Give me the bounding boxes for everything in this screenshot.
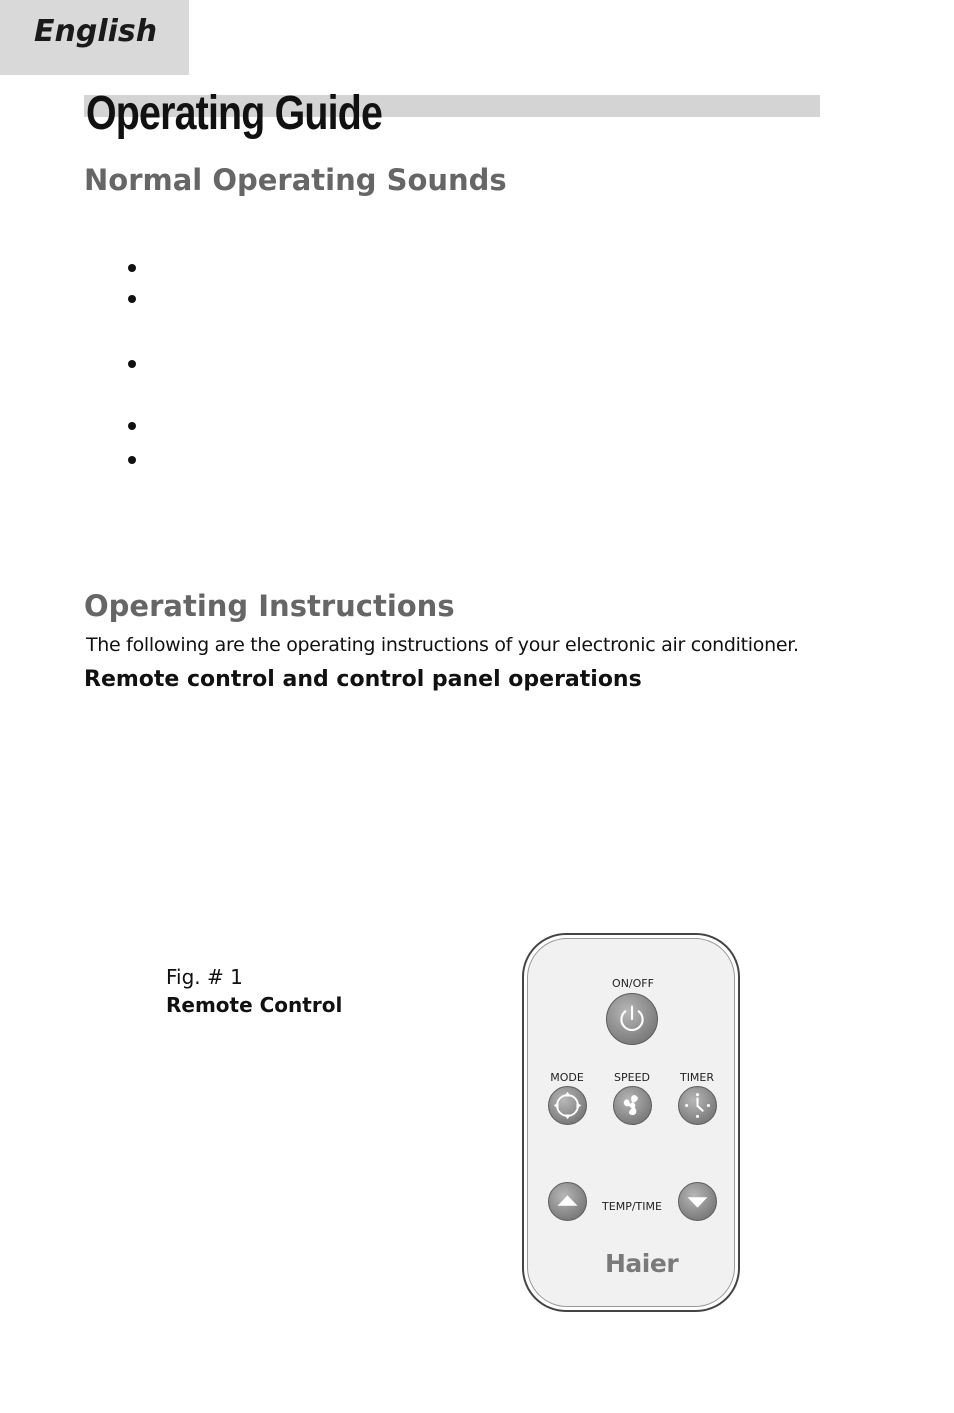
fan-icon: [614, 1087, 651, 1124]
bullet-dot: [128, 456, 136, 464]
triangle-down-icon: [679, 1183, 716, 1220]
bullet-dot: [128, 295, 136, 303]
mode-label: MODE: [550, 1071, 584, 1084]
page-title: Operating Guide: [86, 87, 383, 140]
list-item: [128, 264, 138, 274]
on-off-button: [606, 993, 658, 1045]
bullet-dot: [128, 422, 136, 430]
triangle-up-icon: [549, 1183, 586, 1220]
bullet-dot: [128, 264, 136, 272]
instructions-intro: The following are the operating instructions of your electronic air conditioner.: [86, 634, 799, 656]
on-off-label: ON/OFF: [612, 977, 654, 990]
list-item: [128, 360, 138, 370]
list-item: [128, 422, 138, 432]
remote-body: [527, 938, 735, 1307]
language-tab: [0, 0, 189, 75]
figure-caption: Remote Control: [166, 993, 343, 1017]
bullet-dot: [128, 360, 136, 368]
temp-down-button: [678, 1182, 717, 1221]
temp-up-button: [548, 1182, 587, 1221]
list-item: [128, 295, 138, 305]
mode-cycle-icon: [549, 1087, 586, 1124]
mode-button: [548, 1086, 587, 1125]
timer-button: [678, 1086, 717, 1125]
language-label: English: [34, 14, 158, 49]
list-item: [128, 456, 138, 466]
figure-number: Fig. # 1: [166, 965, 243, 989]
power-icon: [607, 994, 657, 1044]
clock-icon: [679, 1087, 716, 1124]
temp-time-label: TEMP/TIME: [602, 1200, 662, 1213]
instructions-heading: Operating Instructions: [84, 589, 455, 623]
timer-label: TIMER: [679, 1071, 715, 1084]
speed-label: SPEED: [614, 1071, 650, 1084]
speed-button: [613, 1086, 652, 1125]
brand-logo: Haier: [605, 1249, 679, 1278]
remote-control-illustration: [522, 933, 740, 1312]
sounds-heading: Normal Operating Sounds: [84, 163, 507, 197]
panel-operations-heading: Remote control and control panel operations: [84, 667, 642, 692]
